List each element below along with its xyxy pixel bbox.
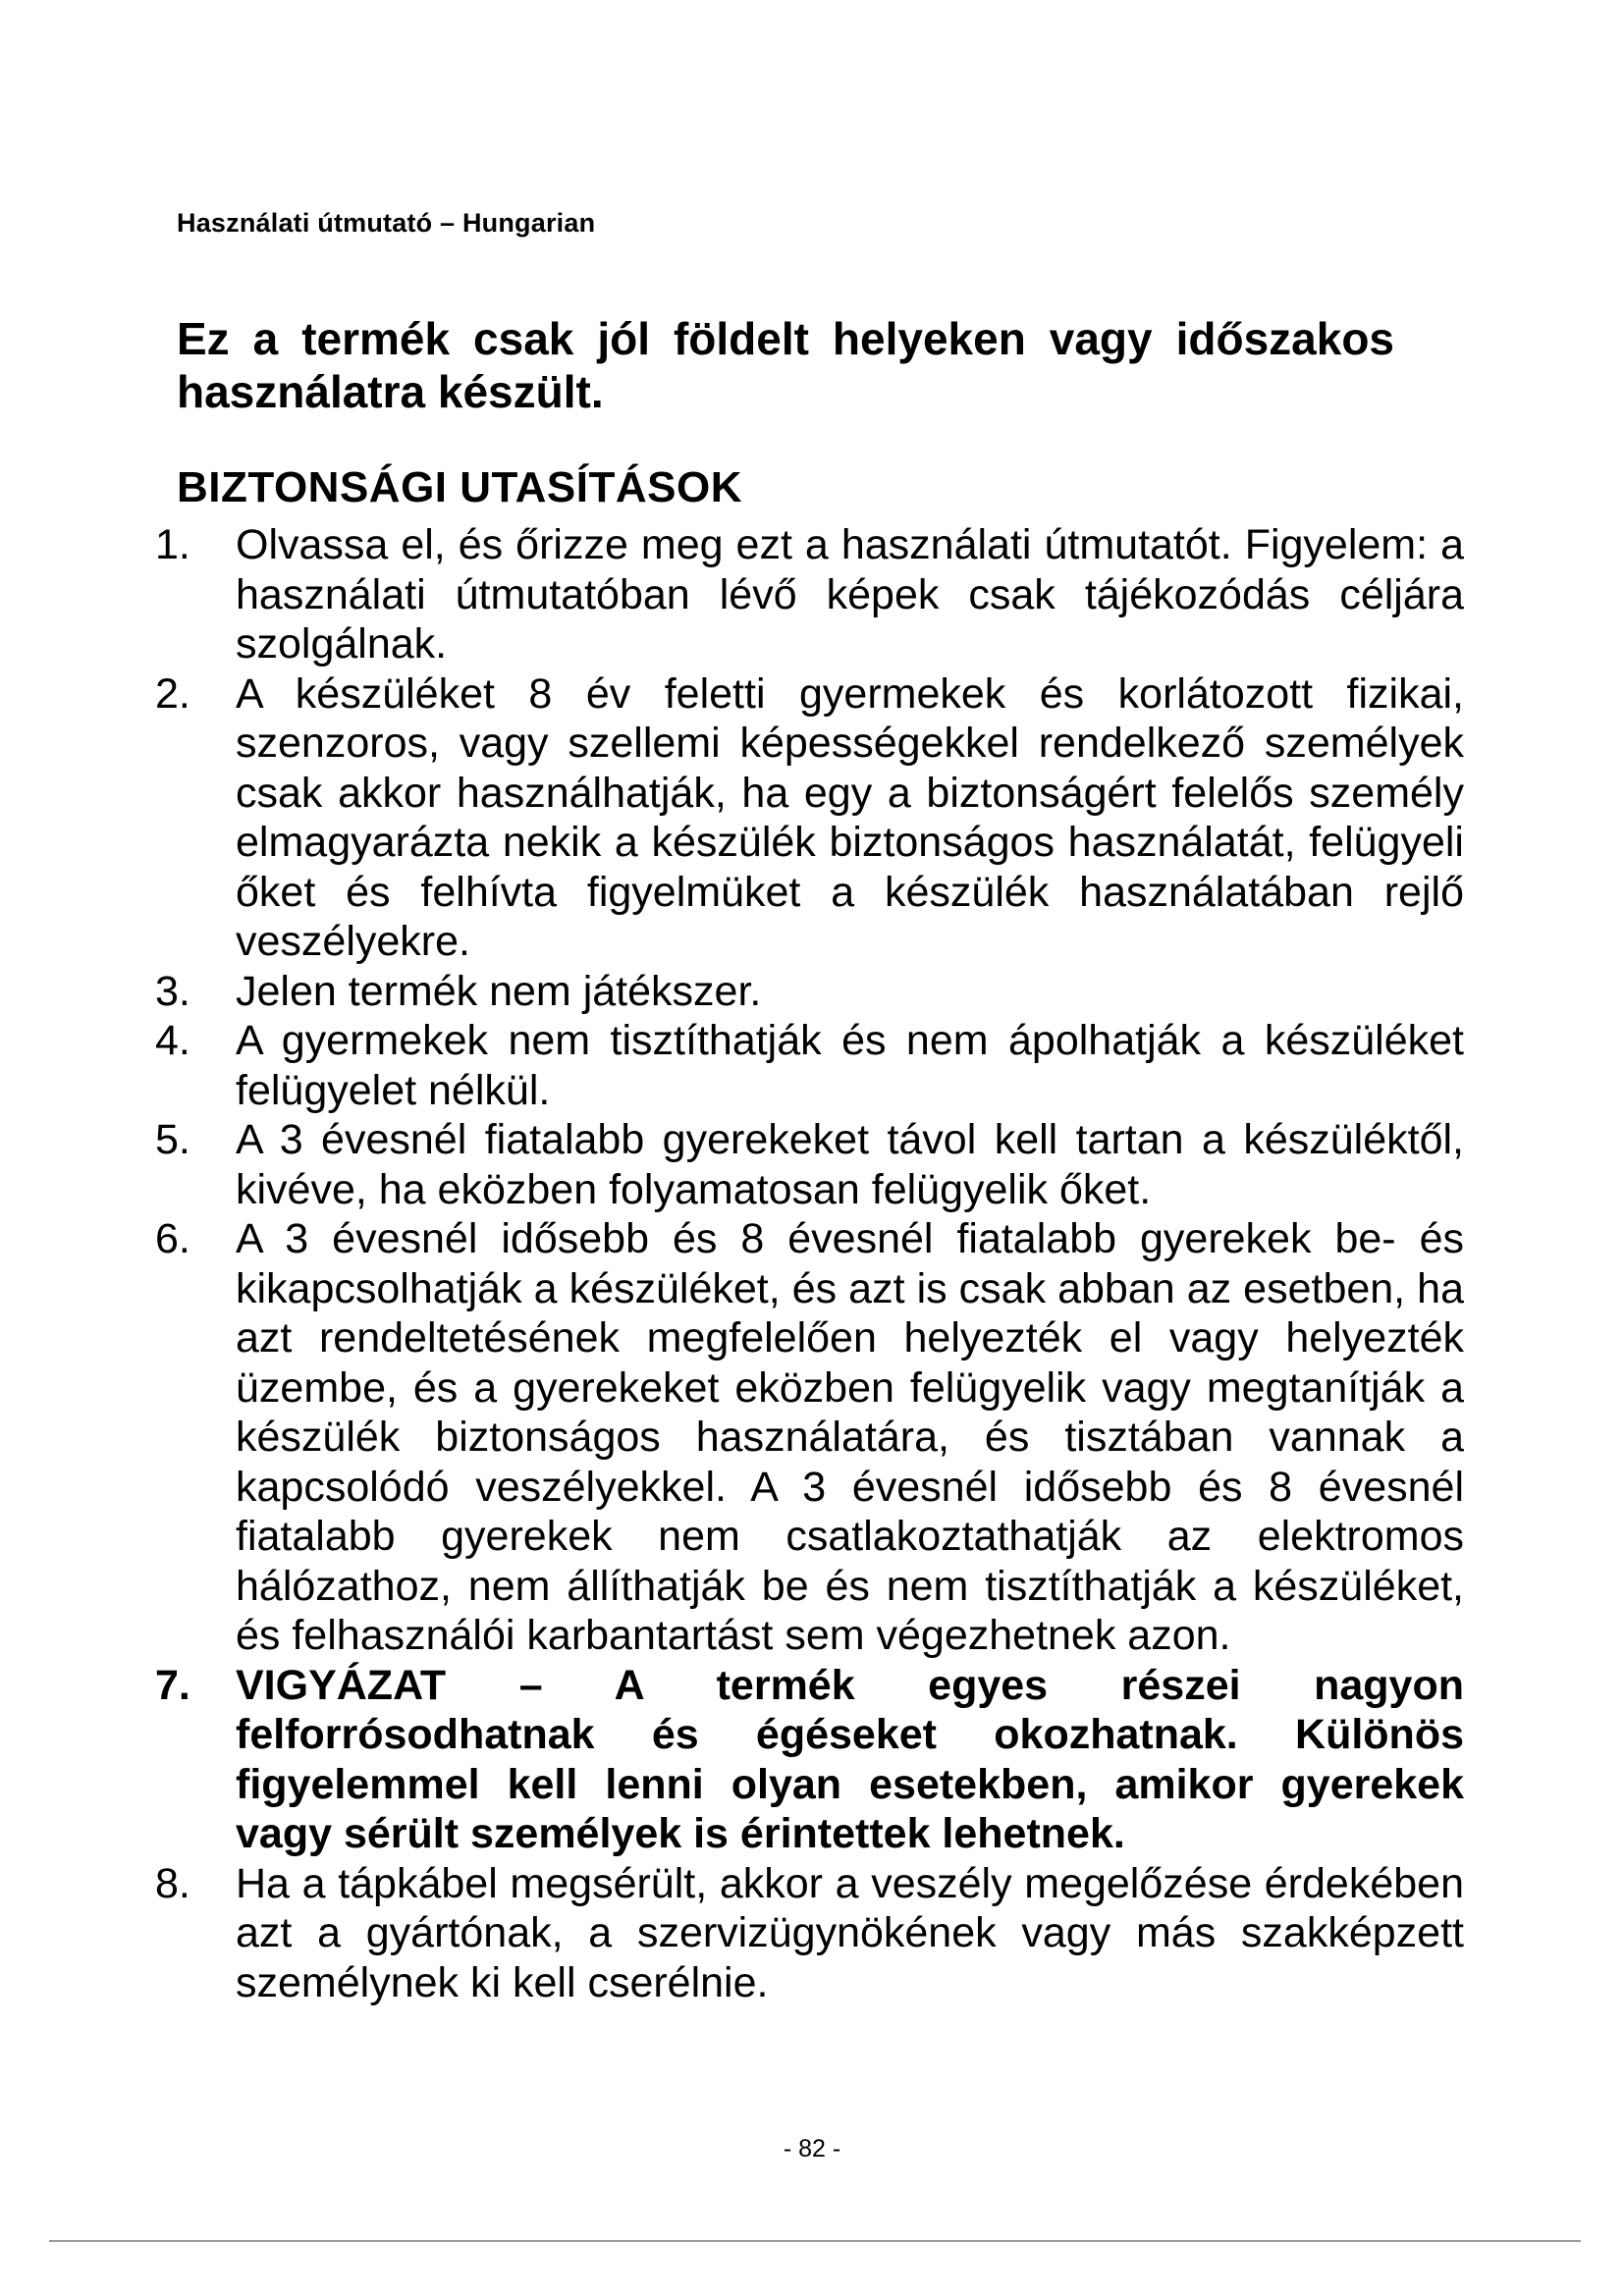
- item-text: A készüléket 8 év feletti gyermekek és korlátozott fizikai, szenzoros, vagy szellemi képességekkel rendelkező személyek csak akkor használhatják, ha egy a biztonságért felelős személy elmagyarázta nekik a készülék biztonságos használatát, felügyeli őket és felhívta figyelmüket a készülék használatában rejlő veszélyekre.: [236, 669, 1464, 965]
- item-number: 1.: [155, 521, 190, 568]
- item-number: 8.: [155, 1859, 190, 1907]
- list-item: [155, 520, 1464, 669]
- item-text: Olvassa el, és őrizze meg ezt a használati útmutatót. Figyelem: a használati útmutatóban lévő képek csak tájékozódás céljára szolgálnak.: [236, 521, 1464, 667]
- item-text: A gyermekek nem tisztíthatják és nem ápolhatják a készüléket felügyelet nélkül.: [236, 1017, 1464, 1114]
- footer-divider: [49, 2240, 1581, 2242]
- item-text: VIGYÁZAT – A termék egyes részei nagyon felforrósodhatnak és égéseket okozhatnak. Különös figyelemmel kell lenni olyan esetekben, amikor gyerekek vagy sérült személyek is érintettek lehetnek.: [236, 1661, 1464, 1857]
- item-number: 5.: [155, 1116, 190, 1163]
- item-number: 7.: [155, 1661, 190, 1709]
- page-number: - 82 -: [783, 2135, 841, 2163]
- item-text: A 3 évesnél idősebb és 8 évesnél fiatalabb gyerekek be- és kikapcsolhatják a készüléket, és azt is csak abban az esetben, ha azt rendeltetésének megfelelően helyezték el vagy helyezték üzembe, és a gyerekeket eközben felügyelik vagy megtanítják a készülék biztonságos használatára, és tisztában vannak a kapcsolódó veszélyekkel. A 3 évesnél idősebb és 8 évesnél fiatalabb gyerekek nem csatlakoztathatják az elektromos hálózathoz, nem állíthatják be és nem tisztíthatják a készüléket, és felhasználói karbantartást sem végezhetnek azon.: [236, 1215, 1464, 1659]
- item-number: 4.: [155, 1017, 190, 1064]
- list-item: [155, 967, 1464, 1017]
- warning-list-item: [155, 1661, 1464, 1859]
- list-item: [155, 669, 1464, 967]
- intro-notice: Ez a termék csak jól földelt helyeken vagy időszakos használatra készült.: [177, 313, 1394, 417]
- item-text: Ha a tápkábel megsérült, akkor a veszély megelőzése érdekében azt a gyártónak, a szervizügynökének vagy más szakképzett személynek ki kell cserélnie.: [236, 1859, 1464, 2006]
- list-item: [155, 1214, 1464, 1661]
- list-item: [155, 1859, 1464, 2008]
- item-number: 2.: [155, 669, 190, 718]
- list-item: [155, 1115, 1464, 1214]
- list-item: [155, 1016, 1464, 1115]
- item-text: A 3 évesnél fiatalabb gyerekeket távol kell tartan a készüléktől, kivéve, ha eközben folyamatosan felügyelik őket.: [236, 1116, 1464, 1213]
- section-title: BIZTONSÁGI UTASÍTÁSOK: [177, 463, 742, 511]
- safety-instructions-list: [155, 520, 1464, 2007]
- item-number: 6.: [155, 1215, 190, 1262]
- item-text: Jelen termék nem játékszer.: [236, 967, 762, 1015]
- running-header: Használati útmutató – Hungarian: [177, 208, 596, 238]
- item-number: 3.: [155, 967, 190, 1015]
